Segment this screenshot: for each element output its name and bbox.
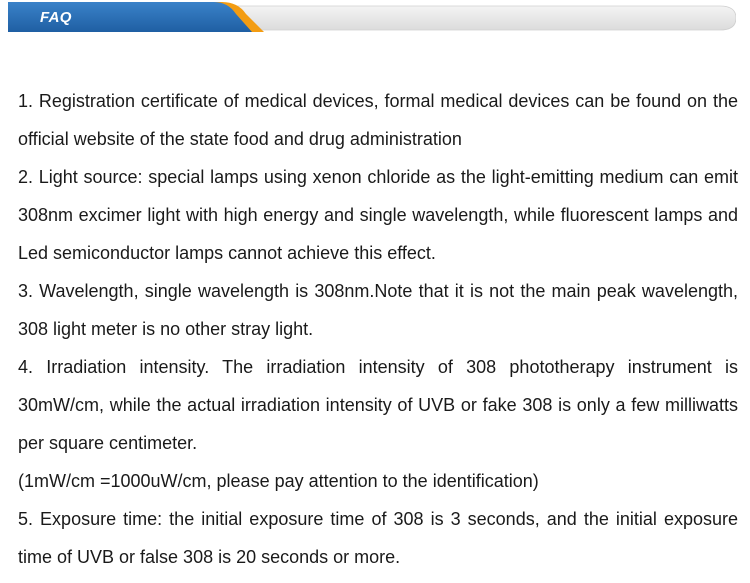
faq-item-irradiation-intensity: 4. Irradiation intensity. The irradiation intensity of 308 phototherapy instrument is 30mW/cm, while the actual irradiation intensity of UVB or fake 308 is only a few milliwatts per square centimeter. [18, 357, 738, 453]
faq-item-registration: 1. Registration certificate of medical devices, formal medical devices can be found on the official website of the state food and drug administration [18, 91, 738, 149]
faq-item-unit-note: (1mW/cm =1000uW/cm, please pay attention to the identification) [18, 471, 539, 491]
faq-item-wavelength: 3. Wavelength, single wavelength is 308nm.Note that it is not the main peak wavelength, 308 light meter is no other stray light. [18, 281, 738, 339]
faq-item-light-source: 2. Light source: special lamps using xenon chloride as the light-emitting medium can emit 308nm excimer light with high energy and single wavelength, while fluorescent lamps and Led semiconductor lamps cannot achieve this effect. [18, 167, 738, 263]
faq-header-banner [8, 2, 736, 34]
header-track [208, 6, 736, 30]
faq-item-exposure-time: 5. Exposure time: the initial exposure time of 308 is 3 seconds, and the initial exposure time of UVB or false 308 is 20 seconds or more. [18, 509, 738, 567]
header-banner-graphic [8, 2, 736, 34]
page-title: FAQ [40, 9, 72, 26]
faq-content [18, 82, 738, 576]
